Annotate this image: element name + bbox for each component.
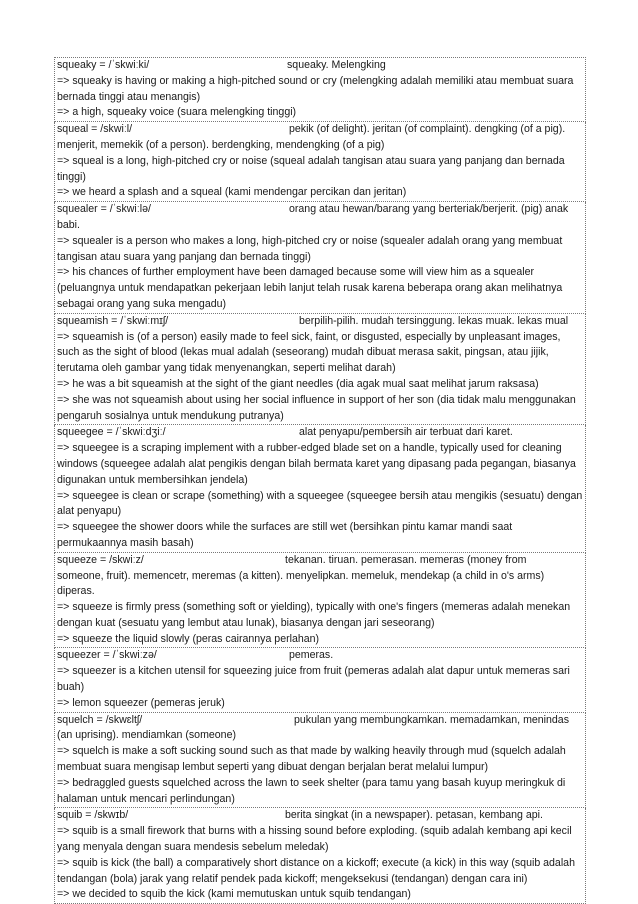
headword-pronunciation: squeaky = /ˈskwiːki/ [57, 59, 150, 71]
headword-meaning: squeaky. Melengking [287, 59, 386, 71]
dictionary-page [54, 57, 586, 904]
definition-example-line: => bedraggled guests squelched across the lawn to seek shelter (para tamu yang basah kuyup meringkuk di halaman untuk mencari perlindungan) [57, 776, 566, 805]
entry-headword-line [57, 713, 584, 729]
headword-pronunciation: squelch = /skwɛltʃ/ [57, 713, 143, 726]
dictionary-entry [54, 122, 586, 202]
definition-example-line: => squeezer is a kitchen utensil for squeezing juice from fruit (pemeras adalah alat dapur untuk memeras sari buah) [57, 665, 570, 694]
definition-example-line: => she was not squeamish about using her social influence in support of her son (dia tidak malu menggunakan pengaruh sosialnya untuk mendukung putranya) [57, 393, 576, 422]
headword-meaning: orang atau hewan/barang yang berteriak/berjerit. (pig) anak [289, 203, 569, 216]
entry-headword-line [57, 648, 584, 664]
dictionary-entry [54, 648, 586, 712]
headword-meaning: pekik (of delight). jeritan (of complaint). dengking (of a pig). [289, 123, 566, 136]
entry-headword-line [57, 808, 584, 824]
dictionary-entry [54, 314, 586, 426]
entry-headword-line [57, 425, 584, 441]
headword-meaning: berpilih-pilih. mudah tersinggung. lekas muak. lekas mual [299, 314, 569, 327]
definition-example-line: => lemon squeezer (pemeras jeruk) [57, 696, 225, 709]
headword-meaning: pemeras. [289, 649, 334, 662]
definition-example-line: => a high, squeaky voice (suara melengking tinggi) [57, 106, 297, 119]
definition-example-line: => we heard a splash and a squeal (kami mendengar percikan dan jeritan) [57, 186, 407, 199]
headword-meaning: pukulan yang membungkamkan. memadamkan, menindas [294, 713, 569, 726]
dictionary-entry [54, 57, 586, 122]
definition-example-line: => squeeze the liquid slowly (peras cairannya perlahan) [57, 632, 320, 645]
headword-pronunciation: squeal = /skwiːl/ [57, 123, 133, 136]
dictionary-entry [54, 425, 586, 552]
dictionary-entry [54, 553, 586, 649]
definition-example-line: => squealer is a person who makes a long, high-pitched cry or noise (squealer adalah orang yang membuat tangisan atau suara yang panjang dan bernada tinggi) [57, 234, 563, 263]
entry-headword-line [57, 122, 584, 138]
definition-example-line: => squeegee is clean or scrape (something) with a squeegee (squeegee bersih atau mengikis (sesuatu) dengan alat penyapu) [57, 489, 583, 518]
definition-example-line: => squib is a small firework that burns with a hissing sound before exploding. (squib adalah kembang api kecil yang menyala dengan suara mendesis sebelum meledak) [57, 825, 572, 854]
definition-example-line: => squeamish is (of a person) easily made to feel sick, faint, or disgusted, especially by unpleasant images, such as the sight of blood (lekas mual adalah (seseorang) mudah dibuat merasa sakit, pingsan, atau jijik, terutama oleh gambar yang tidak menyenangkan, seperti melihat darah) [57, 330, 561, 375]
definition-example-line: => he was a bit squeamish at the sight of the giant needles (dia agak mual saat melihat jarum raksasa) [57, 377, 539, 390]
headword-meaning: berita singkat (in a newspaper). petasan, kembang api. [285, 809, 543, 822]
headword-meaning-continued: menjerit, memekik (of a person). berdengking, mendengking (of a pig) [57, 138, 385, 151]
definition-example-line: => his chances of further employment have been damaged because some will view him as a squealer (peluangnya untuk mendapatkan pekerjaan lebih lanjut telah rusak karena beberapa orang akan melihatnya sebagai orang yang suka mengadu) [57, 266, 563, 310]
headword-pronunciation: squeezer = /ˈskwiːzə/ [57, 649, 157, 662]
definition-example-line: => squeegee the shower doors while the surfaces are still wet (bersihkan pintu kamar mandi saat permukaannya masih basah) [57, 521, 513, 549]
entry-headword-line [57, 553, 584, 569]
headword-pronunciation: squeamish = /ˈskwiːmɪʃ/ [57, 314, 169, 327]
headword-meaning-continued: someone, fruit). memencetr, meremas (a kitten). menyelipkan. memeluk, mendekap (a child in o's arms) diperas. [57, 569, 545, 598]
dictionary-entry [54, 713, 586, 809]
headword-pronunciation: squib = /skwɪb/ [57, 809, 129, 822]
definition-example-line: => squib is kick (the ball) a comparatively short distance on a kickoff; execute (a kick) in this way (squib adalah tendangan (bola) jarak yang relatif pendek pada kickoff; mengeksekusi (tendangan) dengan cara ini) [57, 856, 575, 885]
definition-example-line: => squeeze is firmly press (something soft or yielding), typically with one's fingers (memeras adalah menekan dengan kuat (sesuatu yang lembut atau lunak), biasanya dengan jari seseorang) [57, 601, 571, 629]
dictionary-entry [54, 808, 586, 904]
headword-meaning-continued: babi. [57, 218, 80, 231]
entry-headword-line [57, 202, 584, 218]
definition-example-line: => squeaky is having or making a high-pitched sound or cry (melengking adalah memiliki atau membuat suara bernada tinggi atau menangis) [57, 74, 574, 103]
definition-example-line: => squeegee is a scraping implement with a rubber-edged blade set on a handle, typically used for cleaning windows (squeegee adalah alat pengikis dengan bilah bermata karet yang dipasang pada pegangan, biasanya digunakan untuk membersihkan jendela) [57, 442, 576, 486]
entry-headword-line [57, 314, 584, 330]
definition-example-line: => we decided to squib the kick (kami memutuskan untuk squib tendangan) [57, 888, 411, 901]
dictionary-entry [54, 202, 586, 314]
definition-example-line: => squeal is a long, high-pitched cry or noise (squeal adalah tangisan atau suara yang panjang dan bernada tinggi) [57, 154, 565, 183]
definition-example-line: => squelch is make a soft sucking sound such as that made by walking heavily through mud (squelch adalah membuat suara mengisap lembut seperti yang dibuat dengan berjalan berat melalui lumpur) [57, 745, 566, 774]
headword-pronunciation: squealer = /ˈskwiːlə/ [57, 203, 151, 216]
headword-pronunciation: squeegee = /ˈskwiːdʒiː/ [57, 426, 166, 439]
headword-meaning: tekanan. tiruan. pemerasan. memeras (money from [285, 553, 527, 566]
entry-headword-line [57, 58, 584, 74]
headword-pronunciation: squeeze = /skwiːz/ [57, 553, 144, 566]
headword-meaning-continued: (an uprising). mendiamkan (someone) [57, 729, 236, 742]
headword-meaning: alat penyapu/pembersih air terbuat dari karet. [299, 426, 513, 439]
